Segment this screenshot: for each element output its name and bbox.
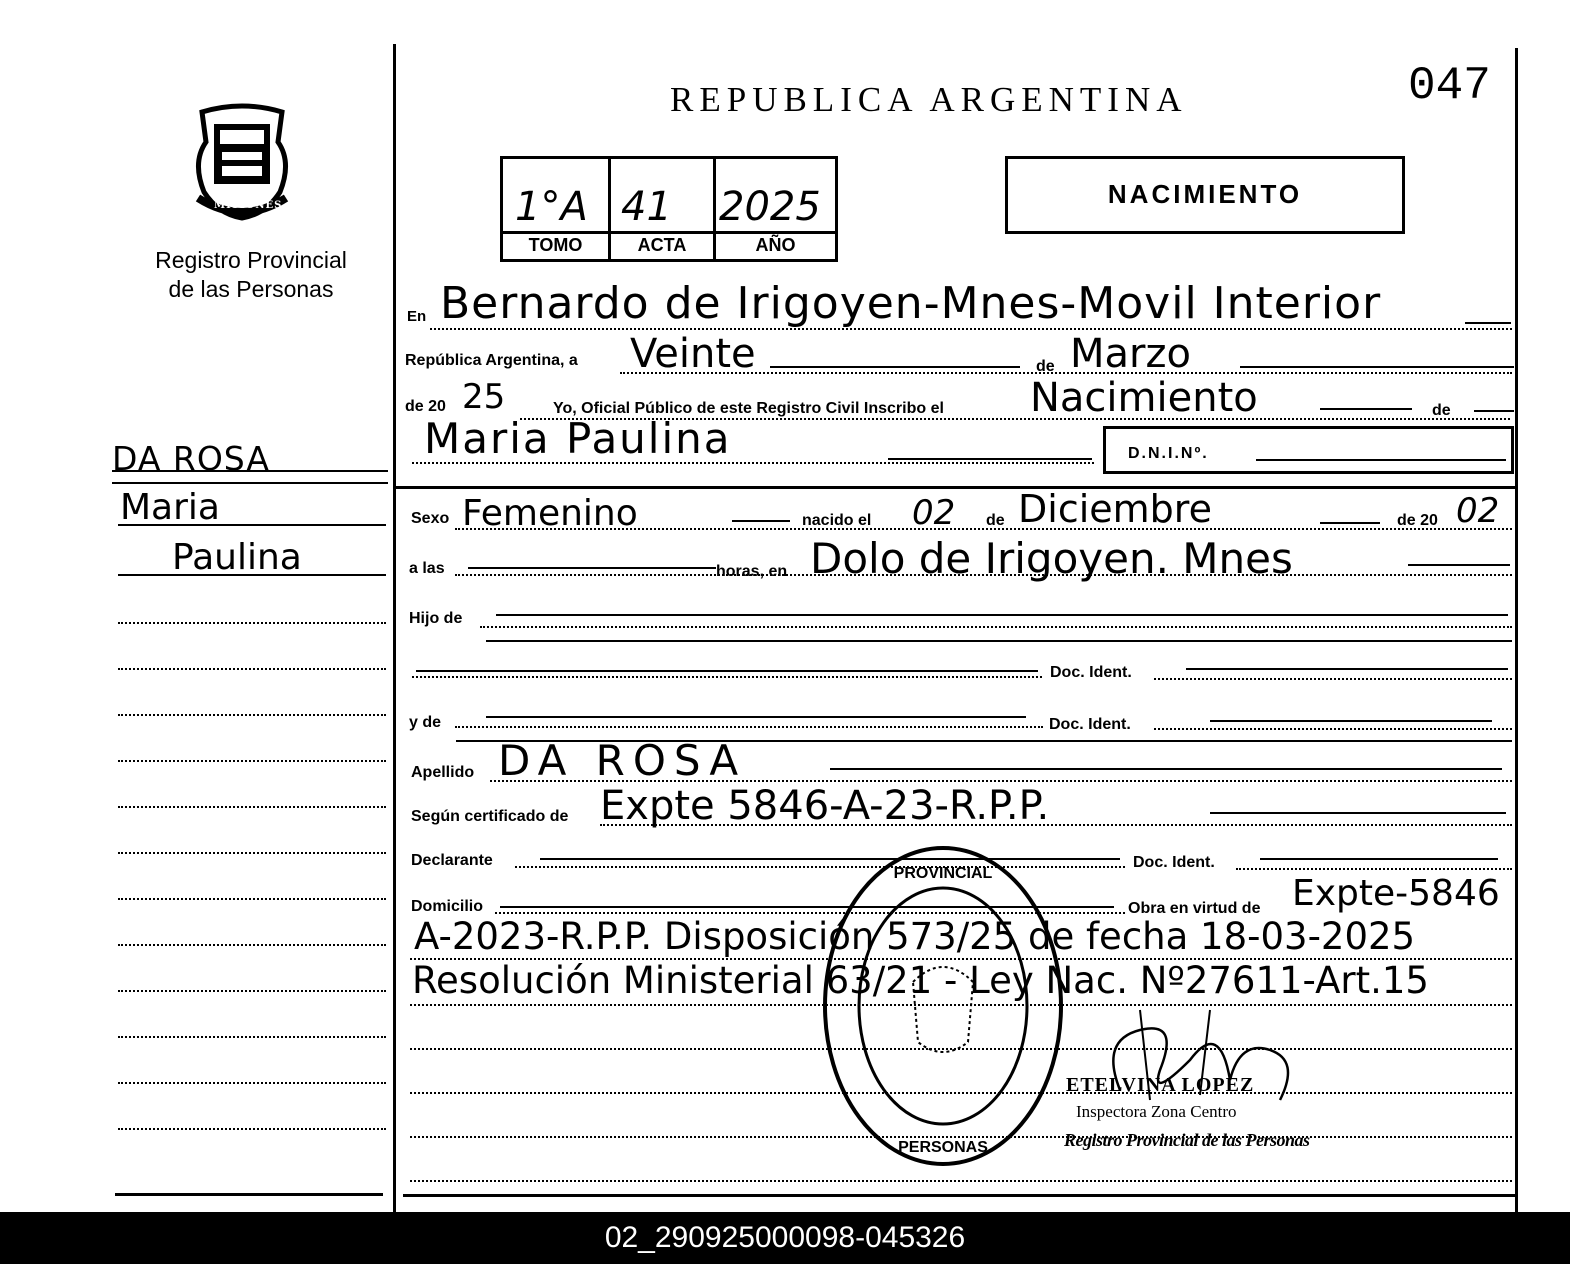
birth-place: Dolo de Irigoyen. Mnes <box>810 534 1293 583</box>
svg-text:PROVINCIAL: PROVINCIAL <box>893 865 993 882</box>
margin-dotted-line <box>118 852 386 854</box>
signatory-office: Registro Provincial de las Personas <box>1064 1130 1310 1150</box>
label-hijo-de: Hijo de <box>409 610 463 627</box>
label-declarante: Declarante <box>411 852 493 869</box>
anio-label: AÑO <box>755 235 796 255</box>
label-doc-ident-2: Doc. Ident. <box>1049 716 1131 733</box>
stamp-seal-icon <box>818 842 1068 1170</box>
registry-name-line1: Registro Provincial <box>155 247 347 273</box>
certificate-value: Expte 5846-A-23-R.P.P. <box>600 783 1050 829</box>
dni-box <box>1103 426 1514 474</box>
label-sexo: Sexo <box>411 510 450 527</box>
margin-dotted-line <box>118 990 386 992</box>
birth-year-suffix: 02 <box>1456 491 1500 531</box>
acta-label: ACTA <box>637 235 687 255</box>
label-horas-en: horas, en <box>716 563 788 580</box>
anio-value: 2025 <box>719 184 821 230</box>
margin-given-name-2: Paulina <box>172 537 302 578</box>
label-segun-certificado: Según certificado de <box>411 808 569 825</box>
label-de-2: de <box>1432 402 1451 419</box>
margin-dotted-line <box>118 714 386 716</box>
signatory-title: Inspectora Zona Centro <box>1076 1102 1237 1121</box>
margin-dotted-line <box>118 668 386 670</box>
label-de-20: de 20 <box>405 398 446 415</box>
label-de-1: de <box>1036 358 1055 375</box>
place-value: Bernardo de Irigoyen-Mnes-Movil Interior <box>440 278 1382 329</box>
registration-month: Marzo <box>1070 331 1191 377</box>
label-republica: República Argentina, a <box>405 352 578 369</box>
continuation-line-2: Resolución Ministerial 63/21 - Ley Nac. Nº27611-Art.15 <box>412 959 1429 1002</box>
page-number: 047 <box>1408 60 1491 112</box>
acta-value: 41 <box>621 184 672 230</box>
label-obra-en-virtud: Obra en virtud de <box>1128 900 1261 917</box>
registry-name <box>120 246 382 304</box>
margin-dotted-line <box>118 1036 386 1038</box>
margin-dotted-line <box>118 806 386 808</box>
margin-dotted-line <box>118 760 386 762</box>
tomo-label: TOMO <box>528 235 583 255</box>
margin-dotted-line <box>118 1128 386 1130</box>
signatory-name: ETELVINA LOPEZ <box>1066 1074 1255 1096</box>
obra-value: Expte-5846 <box>1292 873 1500 914</box>
tomo-value: 1°A <box>515 184 588 230</box>
label-y-de: y de <box>409 714 442 731</box>
label-apellido: Apellido <box>411 764 475 781</box>
label-yo-oficial: Yo, Oficial Público de este Registro Civil Inscribo el <box>553 400 944 417</box>
registration-day: Veinte <box>630 331 756 377</box>
stamp-outer-text <box>808 992 809 993</box>
official-stamp <box>818 842 1068 1170</box>
province-emblem <box>188 102 296 224</box>
label-domicilio: Domicilio <box>411 898 484 915</box>
birth-day: 02 <box>912 493 956 533</box>
emblem-label: MISIONES <box>214 200 283 211</box>
given-names-value: Maria Paulina <box>424 414 732 463</box>
label-dni: D.N.I.Nº. <box>1128 445 1209 462</box>
sex-value: Femenino <box>462 493 638 534</box>
label-a-las: a las <box>409 560 445 577</box>
registry-name-line2: de las Personas <box>168 276 334 302</box>
margin-given-name-1: Maria <box>120 487 220 528</box>
margin-dotted-line <box>118 898 386 900</box>
label-doc-ident-3: Doc. Ident. <box>1133 854 1215 871</box>
document-type-box <box>1005 156 1405 234</box>
margin-surname: DA ROSA <box>112 439 270 478</box>
stamp-inner-text <box>808 1002 809 1003</box>
label-nacido: nacido el <box>802 512 872 529</box>
country-heading: REPUBLICA ARGENTINA <box>670 80 1188 119</box>
document-type: NACIMIENTO <box>1107 179 1303 209</box>
event-value: Nacimiento <box>1030 375 1258 421</box>
continuation-line-1: A-2023-R.P.P. Disposición 573/25 de fecha 18-03-2025 <box>414 915 1416 958</box>
label-de-3: de <box>986 512 1005 529</box>
label-de-2002: de 20 <box>1397 512 1438 529</box>
registration-year-suffix: 25 <box>462 377 506 417</box>
label-doc-ident-1: Doc. Ident. <box>1050 664 1132 681</box>
record-number-table <box>500 156 838 262</box>
margin-dotted-line <box>118 944 386 946</box>
margin-dotted-line <box>118 622 386 624</box>
document-id-bar: 02_290925000098-045326 <box>0 1212 1570 1264</box>
birth-month: Diciembre <box>1018 487 1212 531</box>
surname-value: DA ROSA <box>498 736 747 785</box>
svg-text:PERSONAS: PERSONAS <box>898 1139 988 1156</box>
margin-dotted-line <box>118 1082 386 1084</box>
label-en: En <box>407 308 427 325</box>
